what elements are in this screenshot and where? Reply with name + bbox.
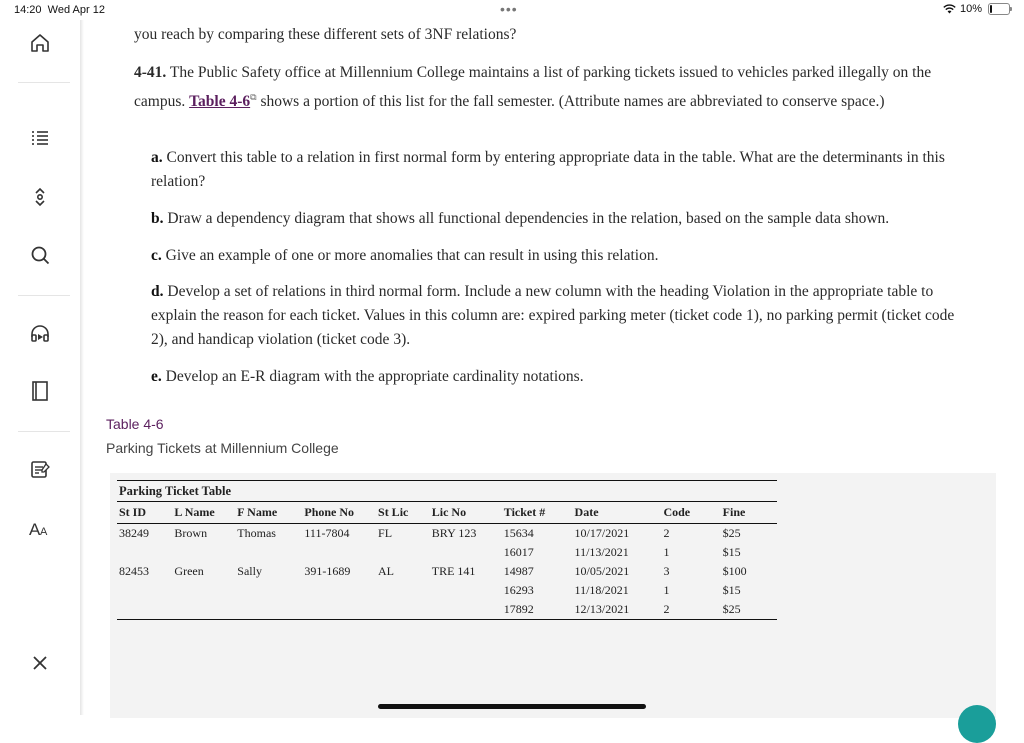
status-bar xyxy=(0,0,1024,20)
item-a: a. Convert this table to a relation in first normal form by entering appropriate data in the table. What are the determinants in this relation? xyxy=(151,149,945,190)
table-title: Table 4-6 xyxy=(106,416,164,432)
table-cell: 2 xyxy=(663,602,670,616)
column-header: St Lic xyxy=(376,502,430,524)
floating-action-button[interactable] xyxy=(958,705,996,743)
text-size-icon[interactable] xyxy=(27,515,53,541)
column-header: Date xyxy=(573,502,662,524)
table-cell: BRY 123 xyxy=(431,526,477,540)
table-cell xyxy=(376,600,430,619)
data-table xyxy=(117,502,777,619)
popup-icon[interactable]: ⧉ xyxy=(250,92,257,102)
column-header: Lic No xyxy=(430,502,502,524)
search-icon[interactable] xyxy=(27,242,53,268)
item-c: c. Give an example of one or more anomalies that can result in using this relation. xyxy=(151,247,659,264)
table-cell xyxy=(302,543,376,562)
table-cell xyxy=(172,543,235,562)
parking-ticket-table xyxy=(117,480,777,620)
table-cell xyxy=(117,581,172,600)
table-cell: $15 xyxy=(722,545,741,559)
close-icon[interactable] xyxy=(27,650,53,676)
item-b: b. Draw a dependency diagram that shows all functional dependencies in the relation, based on the sample data shown. xyxy=(151,210,890,227)
table-cell: $15 xyxy=(722,583,741,597)
table-cell: $25 xyxy=(722,526,741,540)
wifi-icon xyxy=(943,4,956,14)
sidebar-divider xyxy=(18,431,70,432)
table-cell xyxy=(302,581,376,600)
table-cell: $25 xyxy=(722,602,741,616)
table-cell: 38249 xyxy=(119,526,149,540)
table-row xyxy=(117,524,777,544)
table-cell: 82453 xyxy=(119,564,149,578)
item-d: d. Develop a set of relations in third normal form. Include a new column with the heading Violation in the appropriate table to explain the reason for each ticket. Values in this column are: expired parking meter (ticket code 1), no parking permit (ticket code 2), and handicap violation (ticket code 3). xyxy=(151,283,955,348)
table-cell: Sally xyxy=(237,564,262,578)
table-row xyxy=(117,543,777,562)
multitasking-dots[interactable]: ••• xyxy=(500,1,518,17)
reader-content xyxy=(84,20,1024,715)
column-header: Code xyxy=(661,502,720,524)
table-cell: Thomas xyxy=(237,526,276,540)
table-cell: 1 xyxy=(663,545,670,559)
table-cell: 16017 xyxy=(503,545,534,559)
table-cell: 3 xyxy=(663,564,670,578)
headphones-icon[interactable] xyxy=(27,321,53,347)
table-caption: Parking Tickets at Millennium College xyxy=(106,440,339,456)
table-cell xyxy=(235,600,302,619)
sidebar xyxy=(0,20,80,715)
table-link[interactable]: Table 4-6 xyxy=(189,93,251,111)
table-cell: 111-7804 xyxy=(304,526,350,540)
table-cell: 17892 xyxy=(503,602,534,616)
table-cell: 16293 xyxy=(503,583,534,597)
table-row xyxy=(117,562,777,581)
battery-percent: 10% xyxy=(959,3,982,15)
table-cell xyxy=(376,543,430,562)
table-cell xyxy=(376,581,430,600)
table-heading: Parking Ticket Table xyxy=(117,481,777,502)
status-time: 14:20 Wed Apr 12 xyxy=(14,4,105,16)
battery-icon xyxy=(988,3,1010,15)
table-bottom-rule xyxy=(117,619,777,620)
code-icon[interactable] xyxy=(27,184,53,210)
table-cell: $100 xyxy=(722,564,747,578)
column-header: St ID xyxy=(117,502,172,524)
table-cell: 11/13/2021 xyxy=(574,545,629,559)
column-header: Phone No xyxy=(302,502,376,524)
table-cell: Brown xyxy=(174,526,208,540)
table-cell xyxy=(235,543,302,562)
home-indicator[interactable] xyxy=(378,704,646,709)
status-right xyxy=(943,3,1010,15)
book-icon[interactable] xyxy=(27,378,53,404)
table-row xyxy=(117,581,777,600)
intro-line: you reach by comparing these different sets of 3NF relations? xyxy=(134,26,517,43)
table-cell: TRE 141 xyxy=(431,564,476,578)
table-cell xyxy=(117,600,172,619)
table-cell: 15634 xyxy=(503,526,534,540)
table-cell: 12/13/2021 xyxy=(574,602,630,616)
table-cell: 391-1689 xyxy=(304,564,351,578)
table-cell: 10/05/2021 xyxy=(574,564,630,578)
table-header-row xyxy=(117,502,777,524)
table-cell: Green xyxy=(174,564,204,578)
table-cell xyxy=(430,600,502,619)
column-header: Fine xyxy=(721,502,777,524)
table-cell: 14987 xyxy=(503,564,534,578)
table-cell xyxy=(172,581,235,600)
item-e: e. Develop an E-R diagram with the appropriate cardinality notations. xyxy=(151,368,584,385)
table-cell: AL xyxy=(378,564,395,578)
table-cell: 1 xyxy=(663,583,670,597)
table-cell xyxy=(117,543,172,562)
table-row xyxy=(117,600,777,619)
notes-icon[interactable] xyxy=(27,456,53,482)
sidebar-divider xyxy=(18,82,70,83)
column-header: Ticket # xyxy=(502,502,573,524)
column-header: L Name xyxy=(172,502,235,524)
table-cell xyxy=(302,600,376,619)
exercise-text-after: shows a portion of this list for the fall semester. (Attribute names are abbreviated to conserve space.) xyxy=(260,93,885,111)
table-cell: 10/17/2021 xyxy=(574,526,630,540)
exercise-4-41 xyxy=(134,61,984,114)
table-cell: FL xyxy=(378,526,393,540)
exercise-text-before: The Public Safety office at Millennium College maintains a list of parking tickets issued to vehicles parked illegally on the campus. xyxy=(134,64,932,111)
exercise-number: 4-41. xyxy=(134,64,167,81)
table-cell xyxy=(172,600,235,619)
sidebar-divider xyxy=(18,295,70,296)
table-cell xyxy=(235,581,302,600)
table-of-contents-icon[interactable] xyxy=(27,125,53,151)
table-cell: 11/18/2021 xyxy=(574,583,629,597)
svg-text:A: A xyxy=(40,526,48,538)
table-cell: 2 xyxy=(663,526,670,540)
svg-text:A: A xyxy=(29,520,41,539)
table-cell xyxy=(430,543,502,562)
column-header: F Name xyxy=(235,502,302,524)
home-icon[interactable] xyxy=(27,30,53,56)
table-cell xyxy=(430,581,502,600)
